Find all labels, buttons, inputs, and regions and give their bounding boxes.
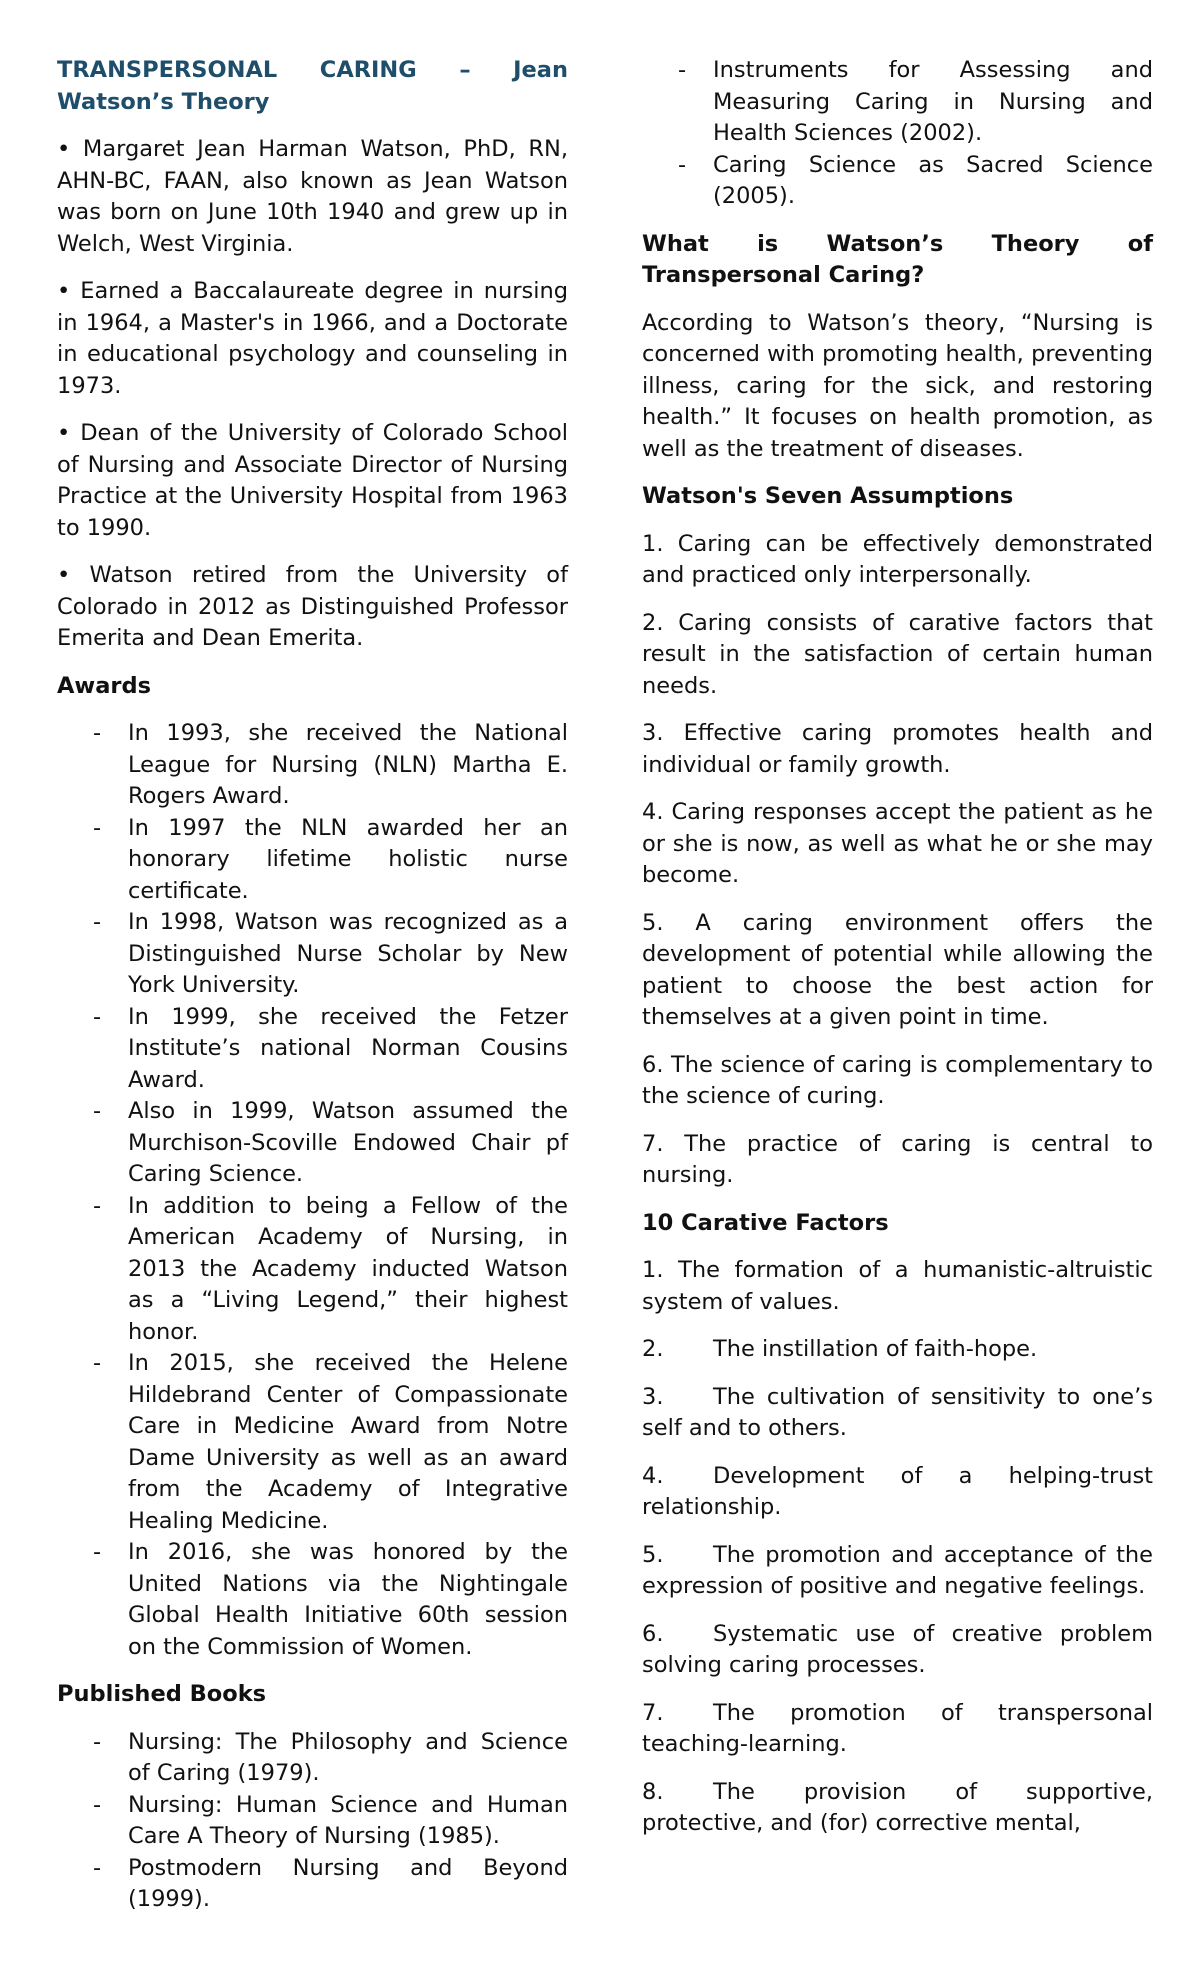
books-heading: Published Books xyxy=(57,1681,267,1707)
factor-item: 7. The promotion of transpersonal teaching-learning. xyxy=(642,1699,1153,1757)
list-item: - In addition to being a Fellow of the American Academy of Nursing, in 2013 the Academy inducted Watson as a “Living Legend,” their highest honor. xyxy=(93,1192,568,1345)
list-item: - Nursing: The Philosophy and Science of Caring (1979). xyxy=(93,1728,568,1786)
assumption-item: 7. The practice of caring is central to nursing. xyxy=(642,1130,1153,1188)
factor-item: 4. Development of a helping-trust relationship. xyxy=(642,1462,1153,1520)
books-list-continued xyxy=(642,55,1153,213)
assumptions-heading: Watson's Seven Assumptions xyxy=(642,483,1014,509)
factor-item: 2. The instillation of faith-hope. xyxy=(642,1336,1038,1362)
theory-paragraph: According to Watson’s theory, “Nursing is concerned with promoting health, preventing illness, caring for the sick, and restoring health.” It focuses on health promotion, as well as the treatment of diseases. xyxy=(642,309,1153,462)
intro-paragraph: • Watson retired from the University of Colorado in 2012 as Distinguished Professor Emerita and Dean Emerita. xyxy=(57,562,568,651)
list-item: - In 1997 the NLN awarded her an honorary lifetime holistic nurse certificate. xyxy=(93,814,568,904)
assumption-item: 3. Effective caring promotes health and individual or family growth. xyxy=(642,720,1153,778)
factor-item: 1. The formation of a humanistic-altruistic system of values. xyxy=(642,1257,1153,1315)
list-item: - Caring Science as Sacred Science (2005). xyxy=(678,151,1153,209)
assumption-item: 4. Caring responses accept the patient as he or she is now, as well as what he or she may become. xyxy=(642,799,1153,888)
list-item: - In 2016, she was honored by the United Nations via the Nightingale Global Health Initiative 60th session on the Commission of Women. xyxy=(93,1539,568,1660)
awards-heading: Awards xyxy=(57,672,151,699)
list-item: - In 1998, Watson was recognized as a Distinguished Nurse Scholar by New York University. xyxy=(93,909,568,998)
list-item: - Nursing: Human Science and Human Care A Theory of Nursing (1985). xyxy=(93,1791,568,1849)
awards-list xyxy=(57,718,568,1663)
factor-item: 6. Systematic use of creative problem solving caring processes. xyxy=(642,1620,1153,1678)
assumption-item: 2. Caring consists of carative factors that result in the satisfaction of certain human needs. xyxy=(642,609,1153,699)
list-item: - Postmodern Nursing and Beyond (1999). xyxy=(93,1854,568,1912)
theory-heading: What is Watson’s Theory of Transpersonal Caring? xyxy=(642,230,1153,288)
list-item: - Also in 1999, Watson assumed the Murchison-Scoville Endowed Chair pf Caring Science. xyxy=(93,1098,568,1187)
intro-paragraph: • Dean of the University of Colorado School of Nursing and Associate Director of Nursing Practice at the University Hospital from 1963 to 1990. xyxy=(57,420,568,541)
assumption-item: 1. Caring can be effectively demonstrated and practiced only interpersonally. xyxy=(642,530,1153,588)
factor-item: 5. The promotion and acceptance of the expression of positive and negative feelings. xyxy=(642,1541,1153,1599)
list-item: - In 2015, she received the Helene Hildebrand Center of Compassionate Care in Medicine Award from Notre Dame University as well as an award from the Academy of Integrative Healing Medicine. xyxy=(93,1350,568,1534)
right-column xyxy=(642,55,1153,1856)
assumption-item: 6. The science of caring is complementary to the science of curing. xyxy=(642,1051,1153,1109)
factors-heading: 10 Carative Factors xyxy=(642,1209,889,1236)
list-item: - Instruments for Assessing and Measuring Caring in Nursing and Health Sciences (2002). xyxy=(678,57,1153,146)
intro-paragraph: • Margaret Jean Harman Watson, PhD, RN, AHN-BC, FAAN, also known as Jean Watson was born on June 10th 1940 and grew up in Welch, West Virginia. xyxy=(57,136,568,257)
list-item: - In 1993, she received the National League for Nursing (NLN) Martha E. Rogers Award. xyxy=(93,720,568,809)
assumption-item: 5. A caring environment offers the development of potential while allowing the patient to choose the best action for themselves at a given point in time. xyxy=(642,909,1153,1030)
books-list xyxy=(57,1727,568,1916)
factor-item: 3. The cultivation of sensitivity to one’s self and to others. xyxy=(642,1383,1153,1441)
left-column xyxy=(57,55,568,1932)
list-item: - In 1999, she received the Fetzer Institute’s national Norman Cousins Award. xyxy=(93,1003,568,1093)
factor-item: 8. The provision of supportive, protective, and (for) corrective mental, xyxy=(642,1778,1153,1836)
document-title: TRANSPERSONAL CARING – Jean Watson’s Theory xyxy=(57,57,568,115)
intro-paragraph: • Earned a Baccalaureate degree in nursing in 1964, a Master's in 1966, and a Doctorate in educational psychology and counseling in 1973. xyxy=(57,278,568,399)
